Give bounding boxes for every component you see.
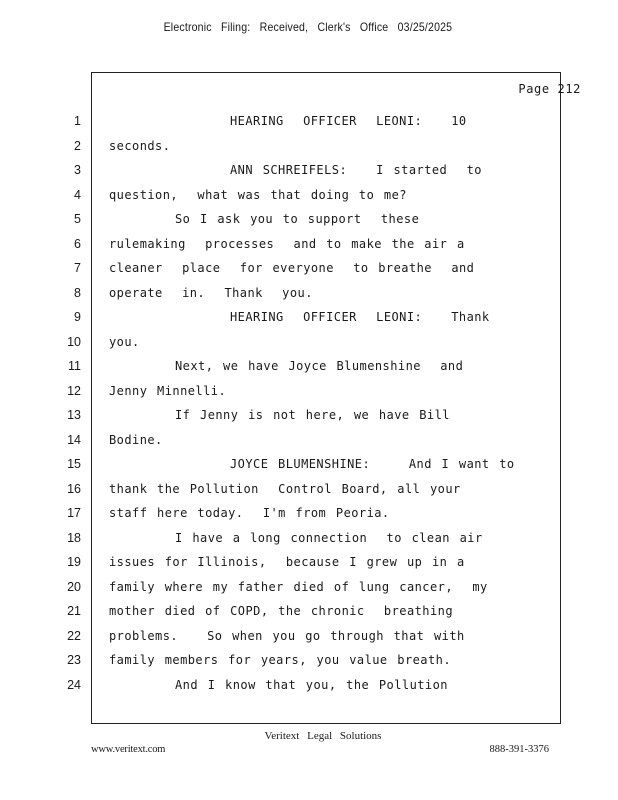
line-text: rulemaking processes and to make the air a [109,236,465,251]
line-number: 18 [67,530,81,545]
transcript-line [0,675,618,695]
line-number: 17 [67,506,81,520]
line-text: question, what was that doing to me? [109,187,407,202]
line-number: 9 [74,310,81,324]
line-number: 11 [68,359,81,373]
line-number: 7 [74,261,81,275]
line-text: issues for Illinois, because I grew up in a [109,555,465,569]
transcript-line [0,307,618,327]
line-number: 4 [74,187,81,202]
footer-company: Veritext Legal Solutions [264,730,382,742]
transcript-line [0,626,618,646]
line-number: 16 [67,481,81,496]
line-text: family members for years, you value breath. [109,653,452,667]
line-text: Bodine. [109,432,163,447]
transcript-line [0,381,618,401]
transcript-line [0,454,618,474]
line-text: you. [109,334,140,349]
line-text: I have a long connection to clean air [175,530,483,545]
line-number: 19 [67,555,81,569]
transcript-line [0,111,618,131]
transcript-line [0,234,618,254]
transcript-line [0,160,618,180]
line-number: 12 [67,383,81,398]
line-text: Jenny Minnelli. [109,383,227,398]
transcript-line [0,209,618,229]
transcript-line [0,528,618,548]
transcript-line [0,430,618,450]
page-number: Page 212 [518,82,581,96]
line-text: JOYCE BLUMENSHINE: And I want to [230,457,515,471]
line-text: And I know that you, the Pollution [175,677,448,692]
line-number: 6 [74,236,81,251]
line-text: Next, we have Joyce Blumenshine and [175,359,464,373]
transcript-line [0,601,618,621]
filing-stamp: Electronic Filing: Received, Clerk's Office 03/25/2025 [163,20,453,34]
line-number: 10 [67,334,81,349]
line-number: 13 [67,408,81,422]
line-number: 3 [74,163,81,177]
footer-phone: 888-391-3376 [489,744,549,755]
line-number: 5 [74,212,81,226]
line-text: problems. So when you go through that with [109,628,465,643]
line-number: 24 [67,677,81,692]
transcript-line [0,552,618,572]
line-text: family where my father died of lung cancer, my [109,579,488,594]
line-number: 1 [74,114,81,128]
transcript-line [0,479,618,499]
line-number: 23 [67,653,81,667]
line-text: operate in. Thank you. [109,285,313,300]
transcript-line [0,136,618,156]
line-number: 22 [67,628,81,643]
line-number: 21 [67,604,81,618]
line-text: HEARING OFFICER LEONI: Thank [230,310,490,324]
line-text: ANN SCHREIFELS: I started to [230,163,482,177]
transcript-line [0,185,618,205]
transcript-line [0,258,618,278]
line-number: 20 [67,579,81,594]
footer-website: www.veritext.com [91,744,166,755]
transcript-line [0,283,618,303]
transcript-line [0,503,618,523]
line-text: HEARING OFFICER LEONI: 10 [230,114,467,128]
line-text: staff here today. I'm from Peoria. [109,506,390,520]
line-text: cleaner place for everyone to breathe and [109,261,475,275]
line-text: So I ask you to support these [175,212,420,226]
line-number: 2 [74,138,81,153]
line-number: 8 [74,285,81,300]
line-text: thank the Pollution Control Board, all your [109,481,461,496]
line-text: mother died of COPD, the chronic breathing [109,604,454,618]
transcript-line [0,332,618,352]
transcript-line [0,356,618,376]
line-text: seconds. [109,138,171,153]
transcript-line [0,650,618,670]
line-number: 14 [67,432,81,447]
line-text: If Jenny is not here, we have Bill [175,408,450,422]
line-number: 15 [67,457,81,471]
transcript-line [0,577,618,597]
transcript-line [0,405,618,425]
